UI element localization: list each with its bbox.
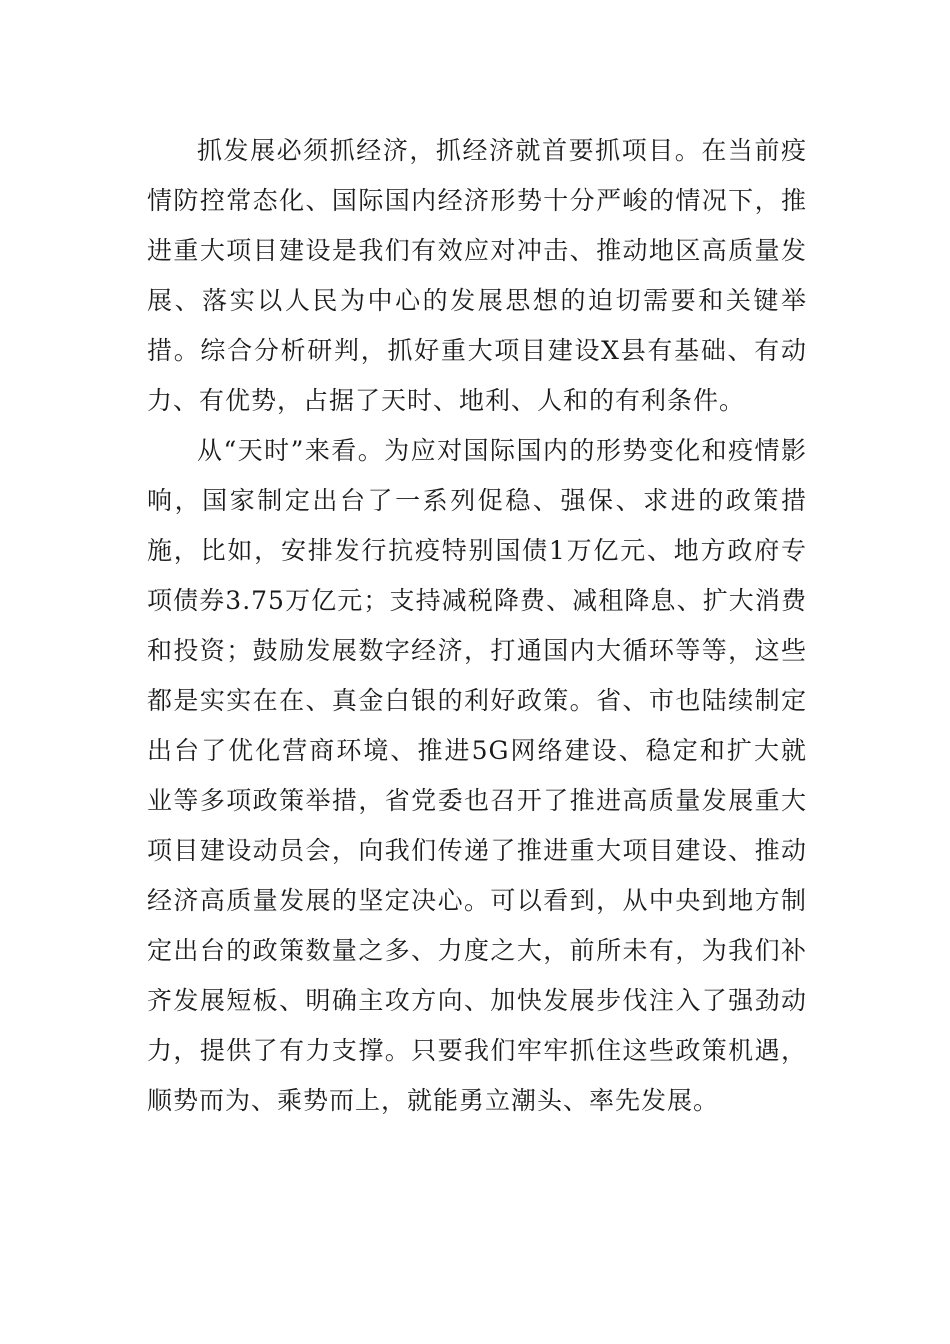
paragraph-1: 抓发展必须抓经济，抓经济就首要抓项目。在当前疫情防控常态化、国际国内经济形势十分严峻的情况下，推进重大项目建设是我们有效应对冲击、推动地区高质量发展、落实以人民为中心的发展思想的迫切需要和关键举措。综合分析研判，抓好重大项目建设X县有基础、有动力、有优势，占据了天时、地利、人和的有利条件。 [147, 136, 807, 415]
document-body [147, 126, 807, 1126]
paragraph-2: 从“天时”来看。为应对国际国内的形势变化和疫情影响，国家制定出台了一系列促稳、强保、求进的政策措施，比如，安排发行抗疫特别国债1万亿元、地方政府专项债券3.75万亿元；支持减税降费、减租降息、扩大消费和投资；鼓励发展数字经济，打通国内大循环等等，这些都是实实在在、真金白银的利好政策。省、市也陆续制定出台了优化营商环境、推进5G网络建设、稳定和扩大就业等多项政策举措，省党委也召开了推进高质量发展重大项目建设动员会，向我们传递了推进重大项目建设、推动经济高质量发展的坚定决心。可以看到，从中央到地方制定出台的政策数量之多、力度之大，前所未有，为我们补齐发展短板、明确主攻方向、加快发展步伐注入了强劲动力，提供了有力支撑。只要我们牢牢抓住这些政策机遇，顺势而为、乘势而上，就能勇立潮头、率先发展。 [147, 436, 807, 1115]
